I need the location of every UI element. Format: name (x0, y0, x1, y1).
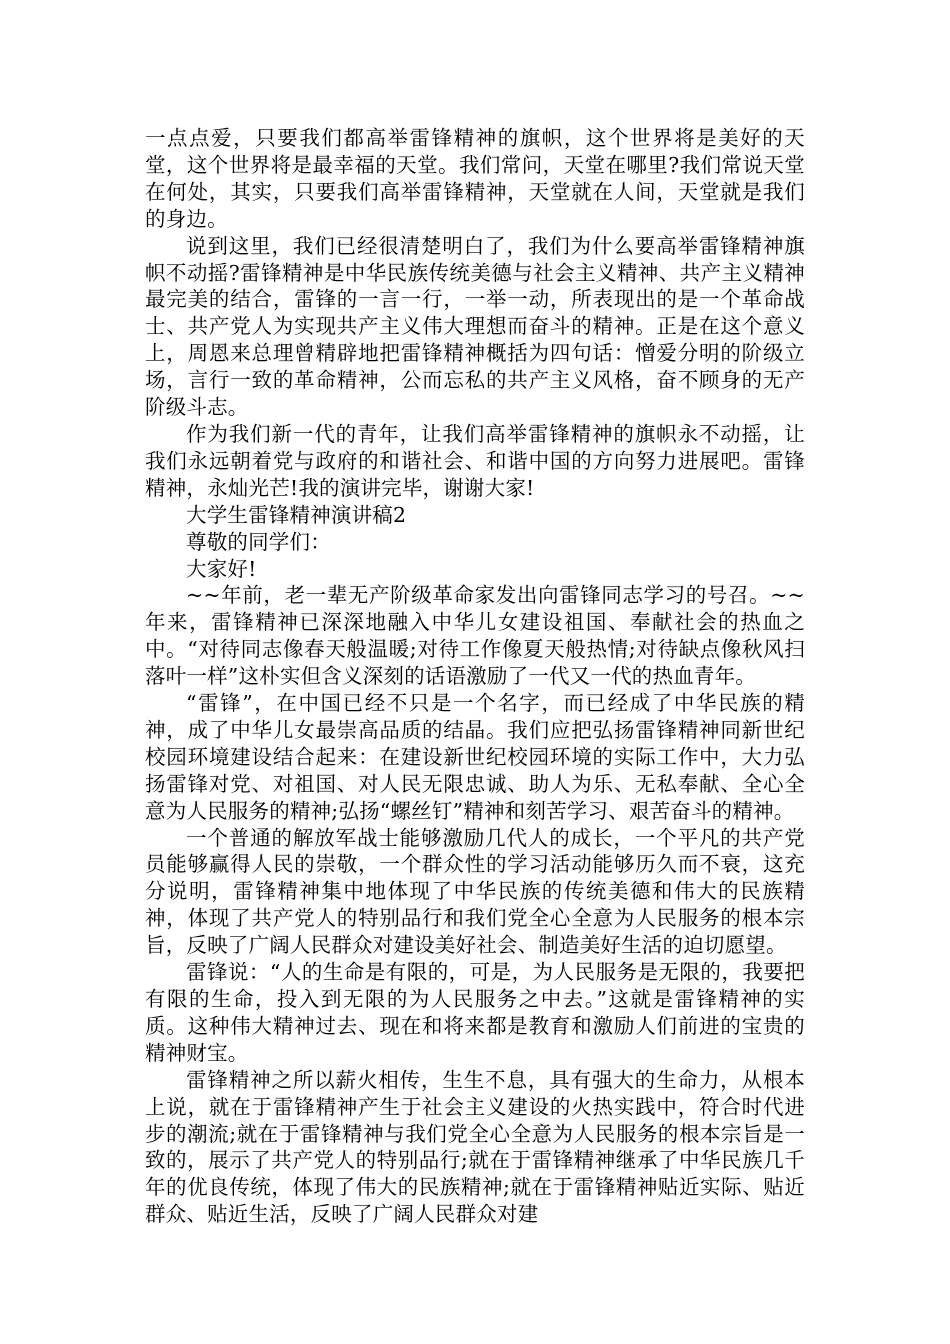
document-page (145, 125, 805, 1228)
paragraph-leifeng-name: “雷锋”，在中国已经不只是一个名字，而已经成了中华民族的精神，成了中华儿女最崇高品质的结晶。我们应把弘扬雷锋精神同新世纪校园环境建设结合起来：在建设新世纪校园环境的实际工作中，大力弘扬雷锋对党、对祖国、对人民无限忠诚、助人为乐、无私奉献、全心全意为人民服务的精神;弘扬“螺丝钉”精神和刻苦学习、艰苦奋斗的精神。 (145, 691, 805, 823)
paragraph-legacy: 雷锋精神之所以薪火相传，生生不息，具有强大的生命力，从根本上说，就在于雷锋精神产生于社会主义建设的火热实践中，符合时代进步的潮流;就在于雷锋精神与我们党全心全意为人民服务的根本宗旨是一致的，展示了共产党人的特别品行;就在于雷锋精神继承了中华民族几千年的优良传统，体现了伟大的民族精神;就在于雷锋精神贴近实际、贴近群众、贴近生活，反映了广阔人民群众对建 (145, 1067, 805, 1227)
salutation: 尊敬的同学们： (186, 529, 331, 554)
paragraph-closing: 作为我们新一代的青年，让我们高举雷锋精神的旗帜永不动摇，让我们永远朝着党与政府的和谐社会、和谐中国的方向努力进展吧。雷锋精神，永灿光芒!我的演讲完毕，谢谢大家! (145, 421, 805, 500)
greeting: 大家好! (186, 556, 257, 581)
paragraph-continuation: 一点点爱，只要我们都高举雷锋精神的旗帜，这个世界将是美好的天堂，这个世界将是最幸福的天堂。我们常问，天堂在哪里?我们常说天堂在何处，其实，只要我们高举雷锋精神，天堂就在人间，天堂就是我们的身边。 (145, 126, 805, 231)
paragraph-soldier: 一个普通的解放军战士能够激励几代人的成长，一个平凡的共产党员能够赢得人民的崇敬，一个群众性的学习活动能够历久而不衰，这充分说明，雷锋精神集中地体现了中华民族的传统美德和伟大的民族精神，体现了共产党人的特别品行和我们党全心全意为人民服务的根本宗旨，反映了广阔人民群众对建设美好社会、制造美好生活的迫切愿望。 (145, 825, 805, 958)
speech-title: 大学生雷锋精神演讲稿2 (186, 502, 407, 527)
paragraph-history: ~~年前，老一辈无产阶级革命家发出向雷锋同志学习的号召。~~年来，雷锋精神已深深地融入中华儿女建设祖国、奉献社会的热血之中。“对待同志像春天般温暖;对待工作像夏天般热情;对待缺点像秋风扫落叶一样”这朴实但含义深刻的话语激励了一代又一代的热血青年。 (145, 583, 805, 689)
paragraph-explanation: 说到这里，我们已经很清楚明白了，我们为什么要高举雷锋精神旗帜不动摇?雷锋精神是中华民族传统美德与社会主义精神、共产主义精神最完美的结合，雷锋的一言一行，一举一动，所表现出的是一个革命战士、共产党人为实现共产主义伟大理想而奋斗的精神。正是在这个意义上，周恩来总理曾精辟地把雷锋精神概括为四句话：憎爱分明的阶级立场，言行一致的革命精神，公而忘私的共产主义风格，奋不顾身的无产阶级斗志。 (145, 233, 805, 420)
paragraph-quote: 雷锋说：“人的生命是有限的，可是，为人民服务是无限的，我要把有限的生命，投入到无限的为人民服务之中去。”这就是雷锋精神的实质。这种伟大精神过去、现在和将来都是教育和激励人们前进的宝贵的精神财宝。 (145, 960, 805, 1065)
